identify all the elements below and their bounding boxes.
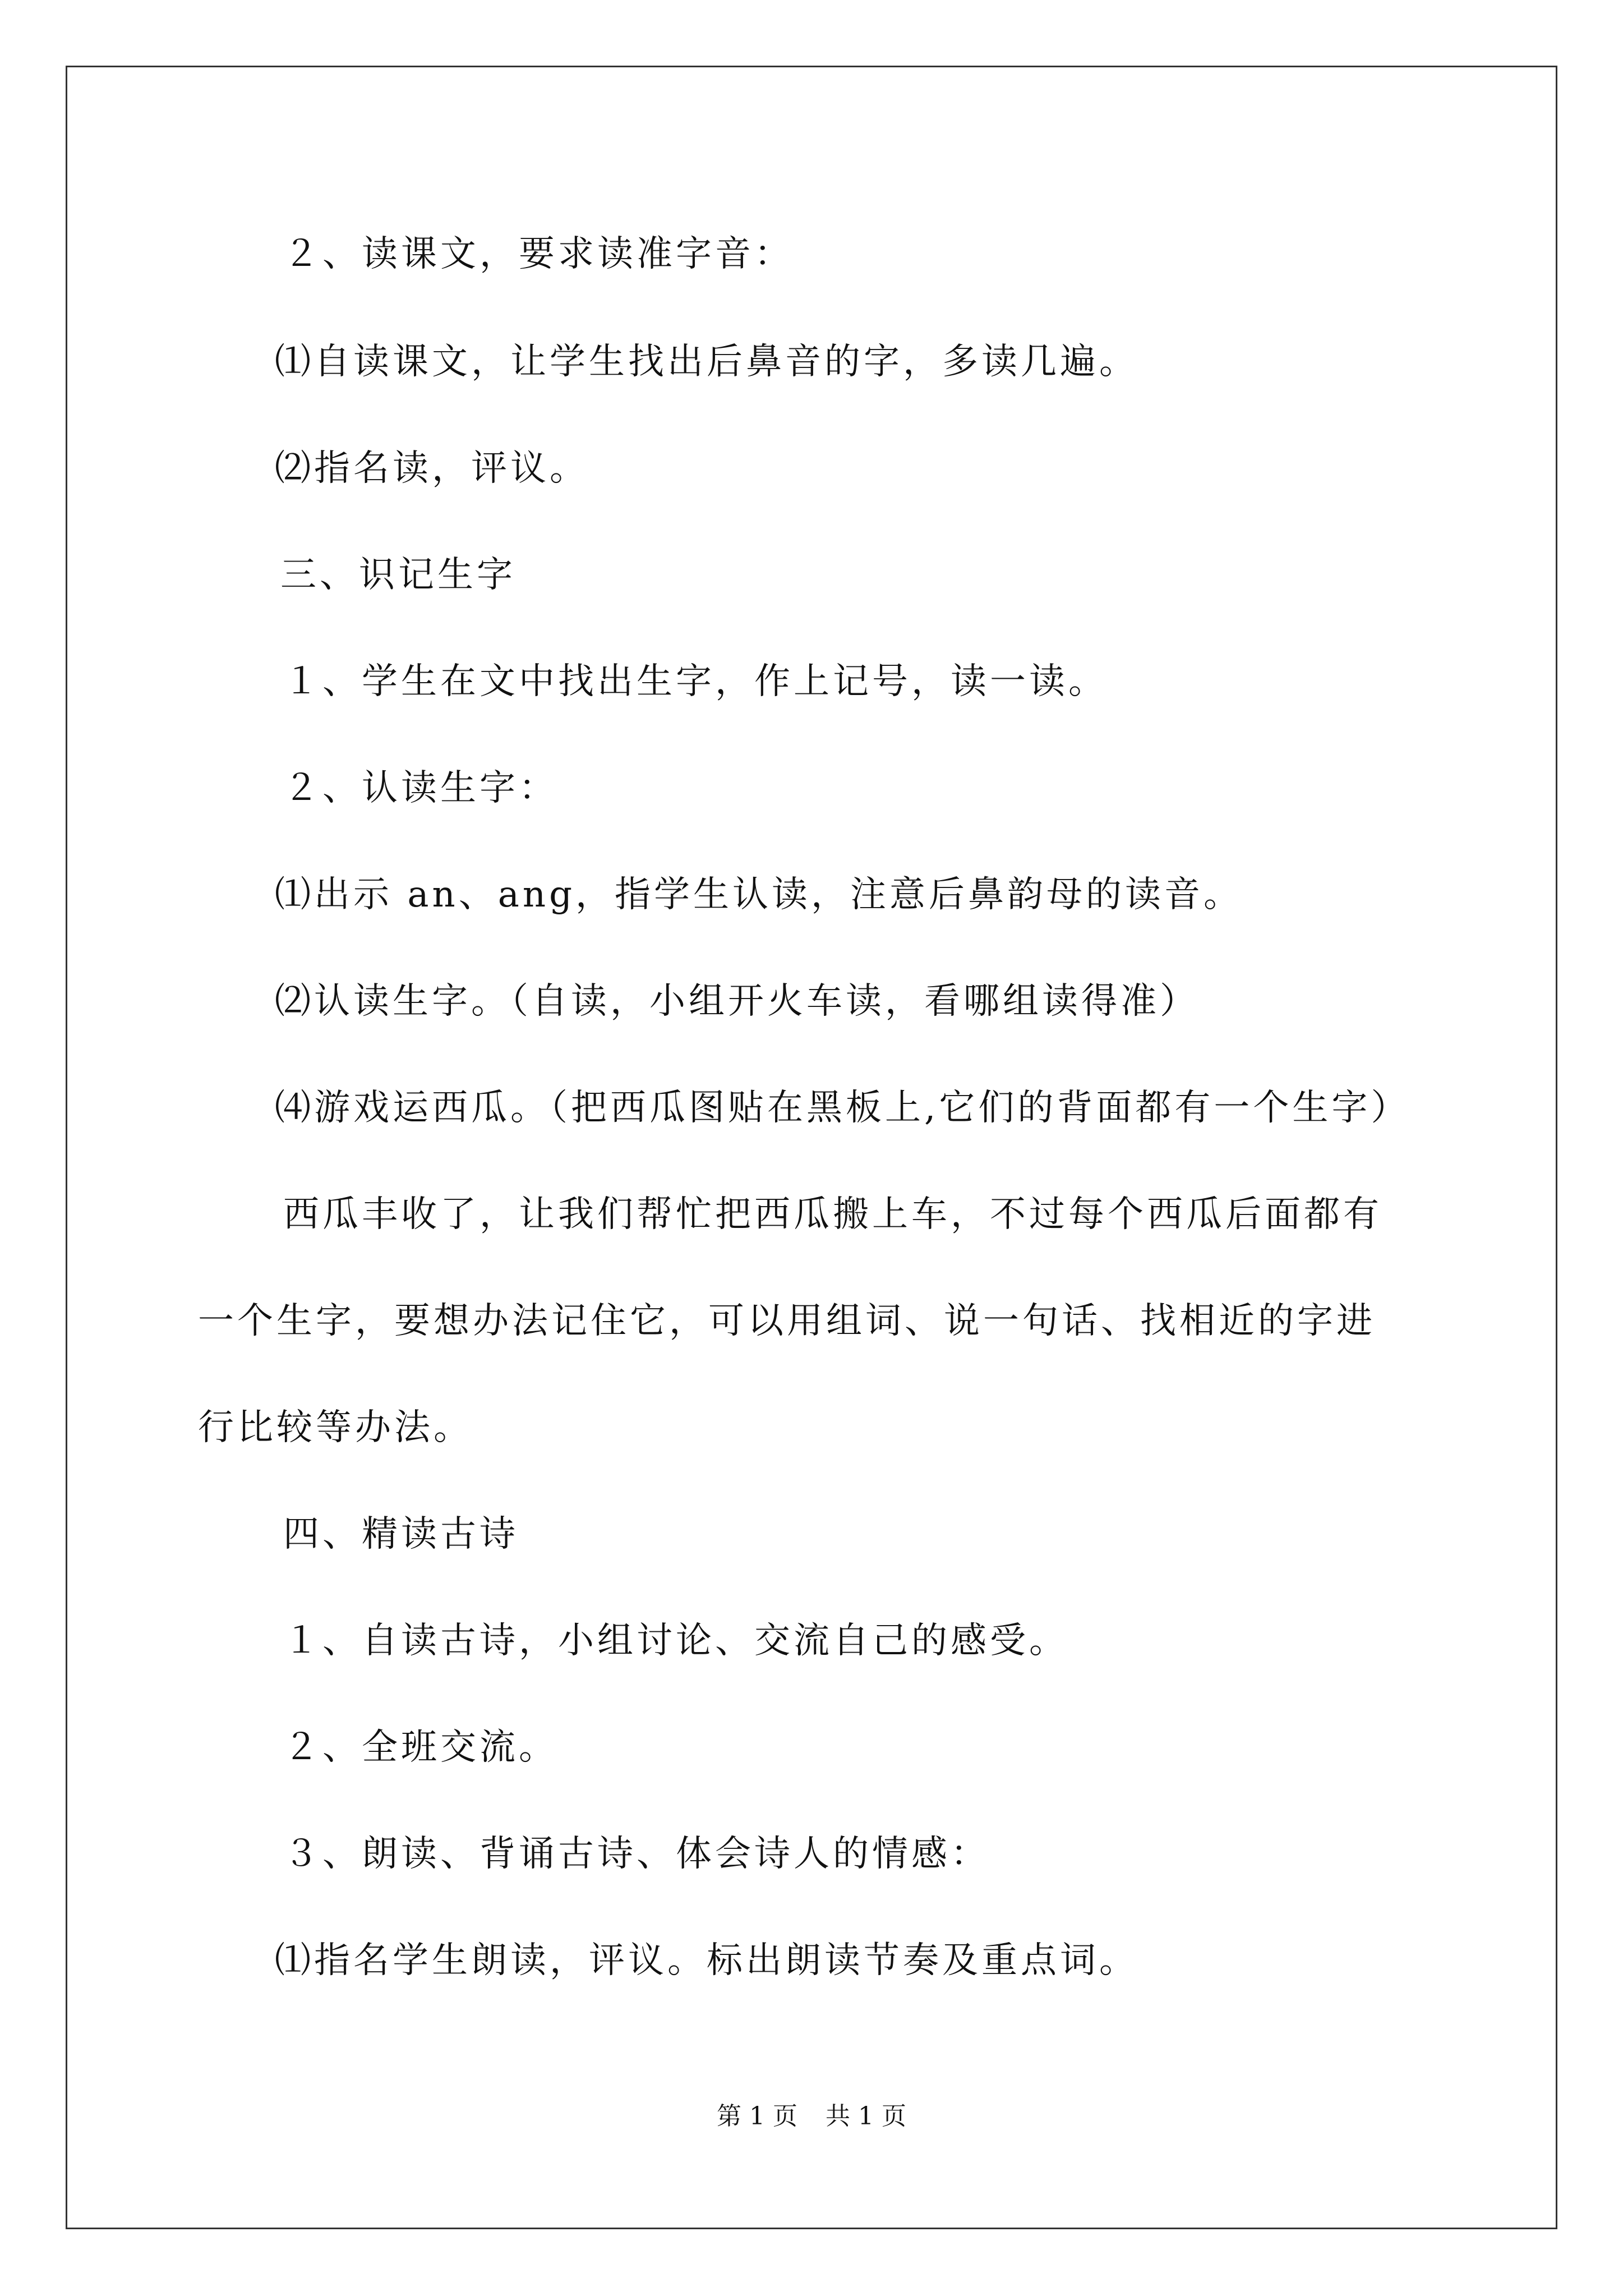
- page-footer: [0, 2101, 1623, 2132]
- section-heading: 四、精读古诗: [283, 1513, 519, 1555]
- text-line: ⑴出示 an、ang，指学生认读，注意后鼻韵母的读音。: [275, 874, 1243, 915]
- text-line: 西瓜丰收了，让我们帮忙把西瓜搬上车，不过每个西瓜后面都有: [283, 1194, 1382, 1235]
- text-line: ⑴指名学生朗读，评议。标出朗读节奏及重点词。: [275, 1940, 1138, 1981]
- text-line: ⑷游戏运西瓜。（把西瓜图贴在黑板上,它们的背面都有一个生字）: [275, 1087, 1410, 1129]
- page-border: [66, 66, 1557, 2229]
- text-line: １、自读古诗，小组讨论、交流自己的感受。: [283, 1620, 1068, 1662]
- text-line: ⑵认读生字。（自读，小组开火车读，看哪组读得准）: [275, 981, 1199, 1022]
- text-line: 行比较等办法。: [198, 1407, 473, 1448]
- text-line: ３、朗读、背诵古诗、体会诗人的情感：: [283, 1833, 990, 1875]
- page-number-total: 共 1 页: [826, 2102, 906, 2131]
- page-number-current: 第 1 页: [717, 2102, 797, 2131]
- text-line: １、学生在文中找出生字，作上记号，读一读。: [283, 661, 1108, 702]
- section-heading: 三、识记生字: [280, 554, 516, 596]
- text-line: ２、全班交流。: [283, 1727, 558, 1768]
- text-line: 一个生字，要想办法记住它，可以用组词、说一句话、找相近的字进: [198, 1300, 1376, 1342]
- text-line: ⑴自读课文，让学生找出后鼻音的字，多读几遍。: [275, 341, 1138, 383]
- text-line: ⑵指名读，评议。: [275, 448, 589, 489]
- text-line: ２、读课文，要求读准字音：: [283, 233, 794, 275]
- text-line: ２、认读生字：: [283, 767, 558, 809]
